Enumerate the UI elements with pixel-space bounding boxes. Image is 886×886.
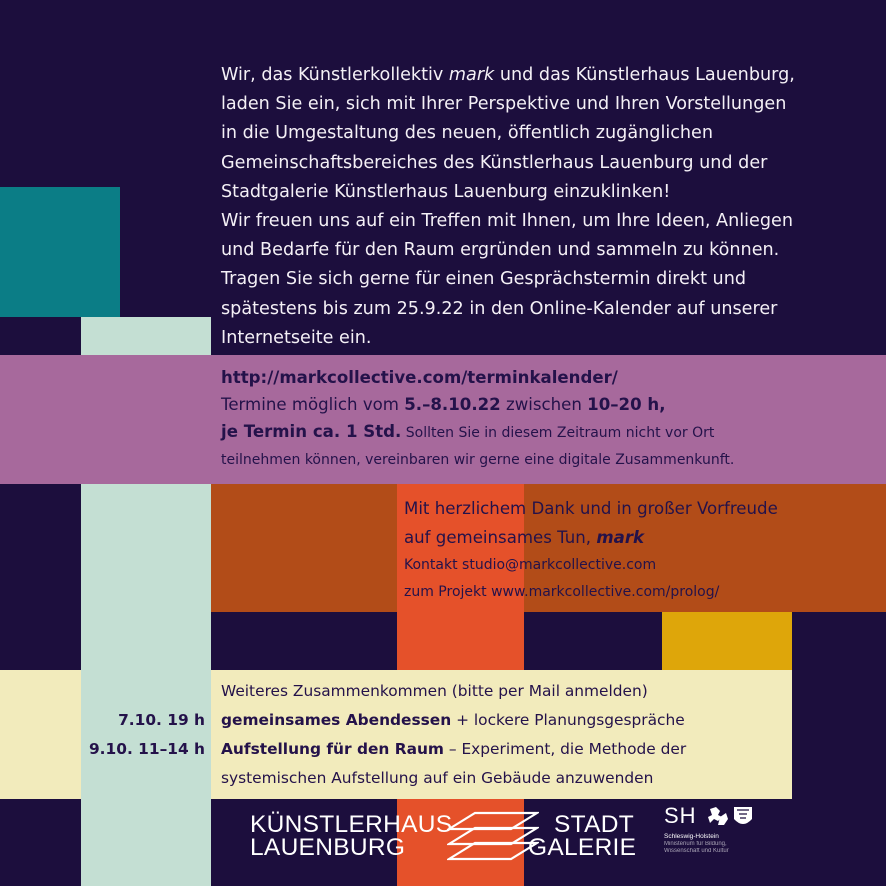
teal-block: [0, 187, 120, 317]
booking-hours: 10–20 h,: [587, 395, 666, 414]
sh-state-name: Schleswig-Holstein: [664, 833, 719, 840]
intro-text: [221, 61, 861, 353]
booking-duration: je Termin ca. 1 Std.: [221, 422, 402, 441]
intro-line: und das Künstlerhaus Lauenburg,: [494, 65, 795, 85]
intro-line: Internetseite ein.: [221, 327, 372, 348]
intro-line: und Bedarfe für den Raum ergründen und sammeln zu können.: [221, 240, 780, 261]
sh-abbr: SH: [664, 803, 697, 828]
stacked-planes-icon: [447, 810, 539, 862]
event-dinner-title: gemeinsames Abendessen: [221, 711, 452, 729]
booking-text: teilnehmen können, vereinbaren wir gerne eine digitale Zusammenkunft.: [221, 452, 735, 468]
event-date-1: 7.10. 19 h: [118, 711, 205, 729]
stadtgalerie-logo: [528, 811, 637, 861]
events-heading: Weiteres Zusammenkommen (bitte per Mail anmelden): [221, 682, 648, 700]
logo-line: STADT: [554, 811, 634, 838]
intro-line: Wir, das Künstlerkollektiv: [221, 65, 449, 85]
calendar-link[interactable]: http://markcollective.com/terminkalender/: [221, 368, 618, 387]
booking-text: Termine möglich vom: [221, 395, 405, 414]
intro-line: laden Sie ein, sich mit Ihrer Perspektive und Ihren Vorstellungen: [221, 94, 787, 115]
collective-name: mark: [448, 65, 495, 85]
intro-line: Stadtgalerie Künstlerhaus Lauenburg einzuklinken!: [221, 181, 671, 202]
thanks-line: Mit herzlichem Dank und in großer Vorfreude: [404, 499, 778, 518]
event-setup-title: Aufstellung für den Raum: [221, 740, 444, 758]
booking-text: Sollten Sie in diesem Zeitraum nicht vor Ort: [401, 425, 715, 441]
booking-dates: 5.–8.10.22: [404, 395, 501, 414]
booking-info: [221, 364, 871, 474]
signature-mark: mark: [596, 528, 645, 547]
thanks-line: auf gemeinsames Tun,: [404, 528, 597, 547]
intro-line: Gemeinschaftsbereiches des Künstlerhaus Lauenburg und der: [221, 152, 768, 173]
event-dinner-desc: + lockere Planungsgespräche: [451, 711, 685, 729]
sh-ministry-logo: [664, 803, 784, 855]
event-setup-desc: – Experiment, die Methode der: [443, 740, 687, 758]
cream-left-block: [0, 670, 81, 799]
sh-ministry-name: Ministerium für Bildung,: [664, 841, 727, 847]
contact-email[interactable]: Kontakt studio@markcollective.com: [404, 557, 657, 573]
logo-line: GALERIE: [528, 834, 637, 861]
sh-ministry-name: Wissenschaft und Kultur: [664, 848, 729, 854]
event-dates: [89, 706, 205, 764]
intro-line: Tragen Sie sich gerne für einen Gesprächstermin direkt und: [221, 269, 747, 290]
intro-line: spätestens bis zum 25.9.22 in den Online-Kalender auf unserer: [221, 298, 778, 319]
logo-line: LAUENBURG: [250, 834, 406, 861]
event-date-2: 9.10. 11–14 h: [88, 740, 205, 758]
kuenstlerhaus-logo: [250, 813, 452, 859]
logo-line: KÜNSTLERHAUS: [250, 811, 453, 838]
intro-line: Wir freuen uns auf ein Treffen mit Ihnen, um Ihre Ideen, Anliegen: [221, 211, 793, 232]
coat-of-arms-icon: [706, 805, 756, 831]
booking-text: zwischen: [500, 395, 588, 414]
intro-line: in die Umgestaltung des neuen, öffentlich zugänglichen: [221, 123, 714, 144]
project-link[interactable]: zum Projekt www.markcollective.com/prolog/: [404, 584, 720, 600]
events-block: [221, 677, 781, 793]
thanks-block: [404, 494, 874, 606]
event-setup-desc-2: systemischen Aufstellung auf ein Gebäude anzuwenden: [221, 769, 654, 787]
